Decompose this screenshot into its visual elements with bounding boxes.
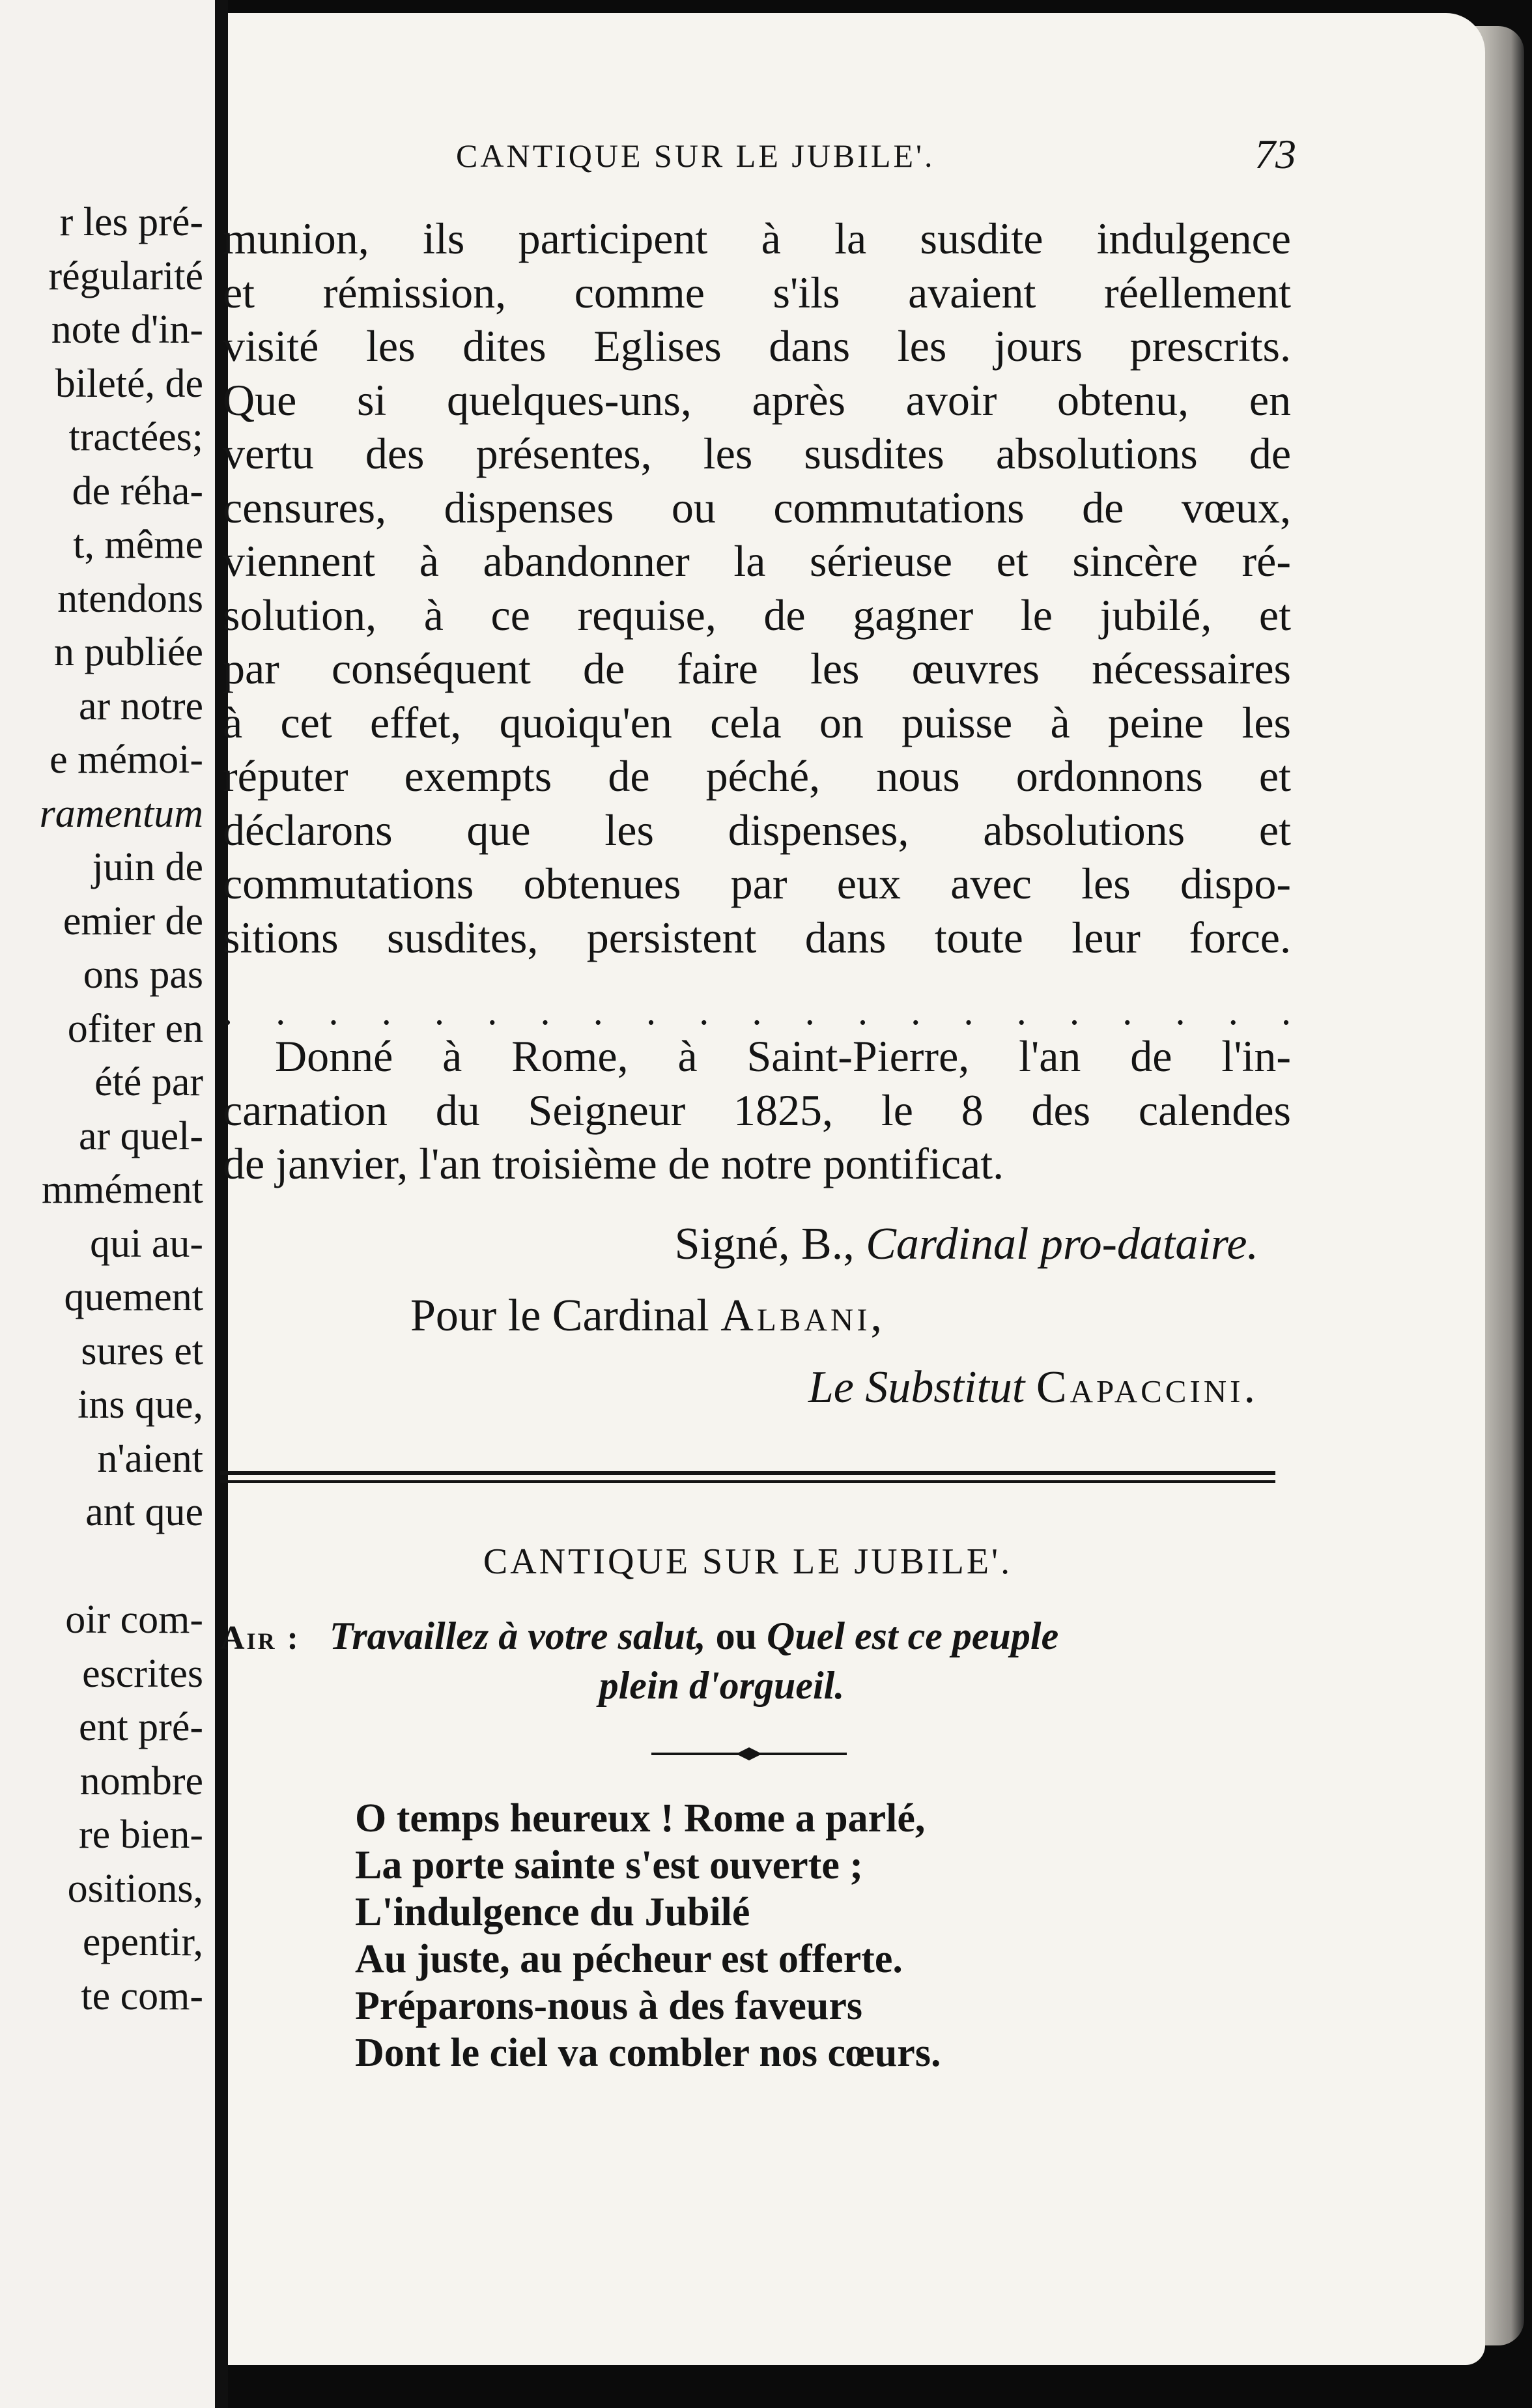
- dating-line: Donné à Rome, à Saint-Pierre, l'an de l'in-: [275, 1031, 1291, 1081]
- verse-line: Dont le ciel va combler nos cœurs.: [355, 2031, 941, 2075]
- ellipsis-line: . . . . . . . . . . . . . . . . . . . . .: [223, 990, 1291, 1033]
- left-line: re bien-: [78, 1813, 203, 1857]
- left-line: te com-: [81, 1973, 203, 2018]
- body-line: réputer exempts de péché, nous ordonnons et: [223, 751, 1291, 801]
- verse-line: L'indulgence du Jubilé: [355, 1890, 750, 1934]
- signature-title: Le Substitut: [808, 1362, 1036, 1412]
- ornament-divider: [651, 1746, 847, 1762]
- signature-capaccini: [808, 1362, 1258, 1414]
- left-line: tractées;: [68, 415, 203, 459]
- running-title: CANTIQUE SUR LE JUBILE'.: [456, 137, 935, 174]
- body-line: commutations obtenues par eux avec les dispo-: [223, 859, 1291, 908]
- signature-prefix: Signé, B.,: [674, 1219, 866, 1269]
- left-line: ramentum: [39, 791, 203, 836]
- body-line: par conséquent de faire les œuvres nécessaires: [223, 644, 1291, 693]
- body-line: Que si quelques-uns, après avoir obtenu, en: [223, 375, 1291, 425]
- left-line: emier de: [63, 898, 203, 943]
- page-header: [456, 130, 1296, 189]
- verse-line: Préparons-nous à des faveurs: [355, 1984, 863, 2028]
- left-line: escrites: [82, 1651, 203, 1696]
- left-line: régularité: [48, 253, 203, 298]
- air-tune-2b: plein d'orgueil.: [599, 1664, 845, 1707]
- verse-line: La porte sainte s'est ouverte ;: [355, 1843, 863, 1887]
- left-page-text: [0, 195, 203, 2023]
- left-line: été par: [94, 1060, 203, 1104]
- left-line: ins que,: [78, 1383, 203, 1427]
- left-line: bileté, de: [55, 361, 203, 406]
- canticle-title: CANTIQUE SUR LE JUBILE'.: [483, 1541, 1013, 1582]
- left-line: n'aient: [97, 1436, 203, 1481]
- canticle-verse: [355, 1795, 941, 2076]
- air-tune-2a: Quel est ce peuple: [767, 1614, 1059, 1657]
- left-line: t, même: [73, 523, 203, 567]
- body-line: et rémission, comme s'ils avaient réellement: [223, 267, 1291, 317]
- signature-prodataire: [675, 1218, 1258, 1270]
- left-line: n publiée: [54, 630, 203, 674]
- ornament-diamond: [736, 1747, 762, 1760]
- signature-prefix: Pour le Cardinal: [410, 1291, 721, 1341]
- dating-paragraph: [223, 1029, 1291, 1191]
- page-number: 73: [1255, 131, 1296, 177]
- body-paragraph: [223, 212, 1291, 964]
- left-line: ent pré-: [78, 1705, 203, 1749]
- body-line: munion, ils participent à la susdite indulgence: [223, 214, 1291, 263]
- left-line: ofiter en: [67, 1006, 203, 1051]
- body-line: visité les dites Eglises dans les jours prescrits.: [223, 321, 1291, 371]
- body-line: sitions susdites, persistent dans toute leur force.: [223, 912, 1291, 962]
- left-line: oir com-: [65, 1598, 203, 1642]
- left-line: [0, 1540, 203, 1594]
- left-line: ant que: [85, 1490, 203, 1534]
- body-line: solution, à ce requise, de gagner le jubilé, et: [223, 590, 1291, 640]
- left-line: epentir,: [82, 1920, 203, 1964]
- dating-line: carnation du Seigneur 1825, le 8 des calendes: [223, 1085, 1291, 1135]
- section-rule-thick: [220, 1471, 1275, 1475]
- left-line: nombre: [79, 1758, 203, 1803]
- signature-title: Cardinal pro-dataire.: [866, 1219, 1258, 1269]
- left-line: juin de: [92, 845, 203, 889]
- signature-albani: [410, 1290, 885, 1342]
- left-line: sures et: [81, 1328, 203, 1373]
- body-line: viennent à abandonner la sérieuse et sincère ré-: [223, 536, 1291, 586]
- air-label: Air :: [220, 1620, 300, 1657]
- body-line: à cet effet, quoiqu'en cela on puisse à peine les: [223, 697, 1291, 747]
- signature-name: Capaccini.: [1036, 1362, 1258, 1412]
- air-or: ou: [705, 1614, 767, 1657]
- left-line: r les pré-: [59, 200, 203, 244]
- verse-line: O temps heureux ! Rome a parlé,: [355, 1796, 926, 1841]
- left-line: ntendons: [57, 576, 203, 621]
- left-line: de réha-: [72, 468, 203, 513]
- left-line: ar quel-: [78, 1113, 203, 1158]
- body-line: censures, dispenses ou commutations de vœux,: [223, 482, 1291, 532]
- left-line: qui au-: [90, 1221, 203, 1266]
- left-line: note d'in-: [51, 308, 203, 352]
- left-line: quement: [64, 1275, 203, 1319]
- left-page: [0, 0, 215, 2408]
- left-line: ar notre: [78, 683, 203, 728]
- air-tune-1: Travaillez à votre salut,: [329, 1614, 706, 1657]
- left-line: ons pas: [83, 953, 203, 997]
- left-line: mmément: [42, 1168, 203, 1212]
- section-rule-thin: [220, 1480, 1275, 1483]
- air-indication: [220, 1612, 1288, 1709]
- body-line: vertu des présentes, les susdites absolutions de: [223, 429, 1291, 478]
- left-line: e mémoi-: [50, 738, 203, 782]
- dating-line: de janvier, l'an troisième de notre pontificat.: [223, 1139, 1004, 1188]
- left-line: ositions,: [67, 1866, 203, 1911]
- verse-line: Au juste, au pécheur est offerte.: [355, 1937, 903, 1981]
- signature-name: Albani,: [720, 1291, 886, 1341]
- body-line: déclarons que les dispenses, absolutions et: [223, 805, 1291, 855]
